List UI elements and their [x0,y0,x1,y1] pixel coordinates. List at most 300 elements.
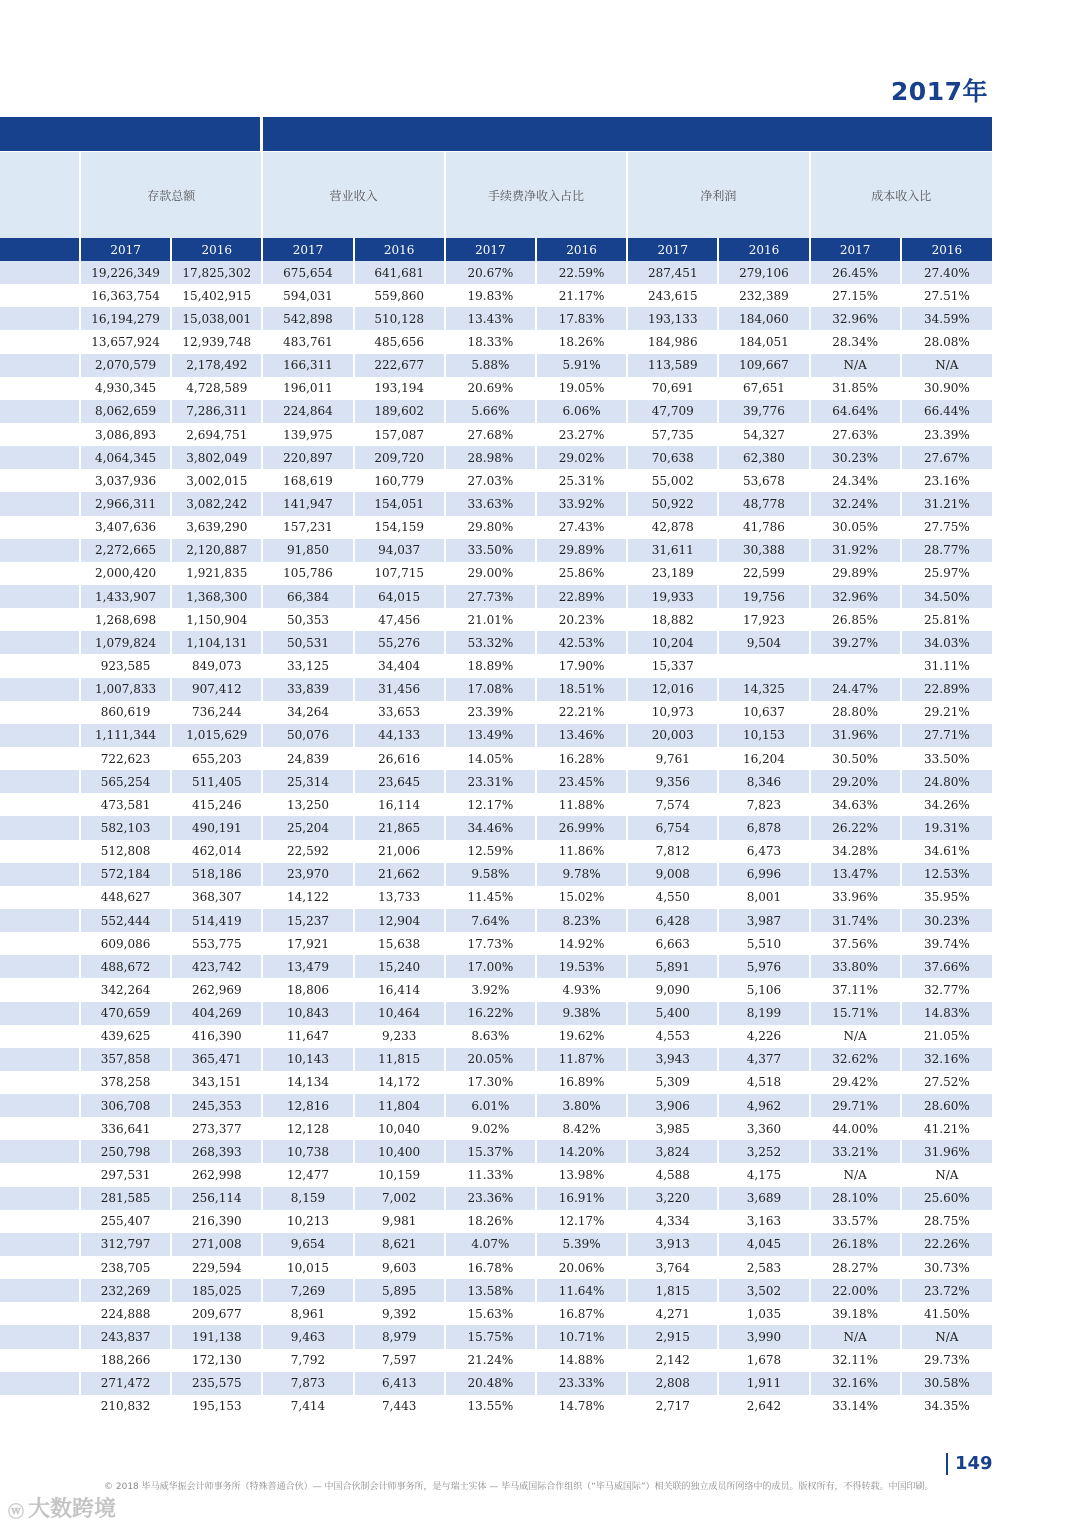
table-cell: 18,806 [262,978,353,1001]
metric-header-cost-income-ratio: 成本收入比 [810,152,992,238]
table-cell: 8,979 [354,1325,445,1348]
row-label-cell [0,724,80,747]
table-cell: 7,792 [262,1349,353,1372]
table-cell: 1,678 [718,1349,809,1372]
table-cell: 19,226,349 [80,261,171,284]
table-cell: 66,384 [262,585,353,608]
table-cell: 19.62% [536,1025,627,1048]
table-cell: 5.66% [445,400,536,423]
table-cell: 34.63% [810,793,901,816]
table-cell: 23,970 [262,863,353,886]
table-cell: 25,314 [262,770,353,793]
table-cell: 5,891 [627,955,718,978]
table-cell: 243,837 [80,1325,171,1348]
table-cell: 31.11% [901,654,992,677]
row-label-cell [0,678,80,701]
table-cell: 16,114 [354,793,445,816]
table-cell: 5,976 [718,955,809,978]
table-cell: 15,402,915 [171,284,262,307]
table-cell: 19.05% [536,377,627,400]
table-row [0,469,992,492]
table-cell: 27.67% [901,446,992,469]
table-cell: 7,443 [354,1395,445,1418]
table-cell: 224,864 [262,400,353,423]
table-cell: 1,268,698 [80,608,171,631]
watermark-logo-icon: ⓦ [8,1501,25,1521]
row-label-cell [0,1163,80,1186]
table-cell: 37.11% [810,978,901,1001]
row-label-cell [0,1140,80,1163]
table-cell: 21,865 [354,816,445,839]
table-cell: 518,186 [171,863,262,886]
table-cell: 29.00% [445,562,536,585]
table-cell: 12.53% [901,863,992,886]
table-cell: 8,159 [262,1187,353,1210]
table-cell: 23.36% [445,1187,536,1210]
table-cell: 94,037 [354,539,445,562]
table-cell: 17.83% [536,307,627,330]
table-cell: 32.96% [810,307,901,330]
table-cell: 17,923 [718,608,809,631]
table-cell: 42.53% [536,631,627,654]
row-label-cell [0,631,80,654]
row-label-cell [0,1117,80,1140]
table-cell: 512,808 [80,840,171,863]
table-cell: 14.88% [536,1349,627,1372]
table-cell: 28.80% [810,701,901,724]
table-row [0,1094,992,1117]
table-cell: 510,128 [354,307,445,330]
table-cell: 14.83% [901,1002,992,1025]
table-cell: 9,603 [354,1256,445,1279]
table-cell: 3,802,049 [171,446,262,469]
row-label-cell [0,1210,80,1233]
table-cell: 3,252 [718,1140,809,1163]
table-cell: 14.20% [536,1140,627,1163]
table-cell: 1,911 [718,1372,809,1395]
table-cell: 9,761 [627,747,718,770]
metric-header-row [0,152,992,238]
table-row [0,747,992,770]
table-cell: 189,602 [354,400,445,423]
table-cell: 33.21% [810,1140,901,1163]
table-cell: 25,204 [262,816,353,839]
table-cell: 12.17% [536,1210,627,1233]
table-cell: 27.03% [445,469,536,492]
table-cell: 8,062,659 [80,400,171,423]
table-cell: 21.24% [445,1349,536,1372]
table-row [0,1048,992,1071]
header-band-right [263,117,992,151]
table-cell: 7,414 [262,1395,353,1418]
table-row [0,1210,992,1233]
table-cell: 4,226 [718,1025,809,1048]
year-header: 2016 [536,238,627,261]
table-cell: 16.78% [445,1256,536,1279]
row-label-cell [0,1048,80,1071]
table-cell: 675,654 [262,261,353,284]
table-cell: 20.05% [445,1048,536,1071]
row-label-cell [0,1094,80,1117]
row-label-cell [0,261,80,284]
row-label-cell [0,654,80,677]
table-cell: 28.27% [810,1256,901,1279]
table-cell: 39,776 [718,400,809,423]
table-cell: 15.02% [536,886,627,909]
table-row [0,932,992,955]
table-cell: 342,264 [80,978,171,1001]
table-row [0,886,992,909]
table-cell: 279,106 [718,261,809,284]
table-cell: 34.59% [901,307,992,330]
table-cell: 29.73% [901,1349,992,1372]
table-cell: 35.95% [901,886,992,909]
table-cell: 2,642 [718,1395,809,1418]
table-cell: N/A [810,1325,901,1348]
row-label-cell [0,1187,80,1210]
table-cell: 9,981 [354,1210,445,1233]
table-cell: 30.50% [810,747,901,770]
table-cell: 10,040 [354,1117,445,1140]
table-cell: 17.90% [536,654,627,677]
table-cell: 193,133 [627,307,718,330]
table-cell: 9,463 [262,1325,353,1348]
table-cell: 2,915 [627,1325,718,1348]
table-cell: 582,103 [80,816,171,839]
table-row [0,354,992,377]
table-cell: 10,464 [354,1002,445,1025]
row-label-cell [0,1025,80,1048]
table-cell: 12.17% [445,793,536,816]
table-cell: 107,715 [354,562,445,585]
table-cell: 21.17% [536,284,627,307]
table-cell: 62,380 [718,446,809,469]
table-cell: 15.75% [445,1325,536,1348]
table-row [0,608,992,631]
table-cell: 28.98% [445,446,536,469]
row-label-cell [0,909,80,932]
table-cell: 18.89% [445,654,536,677]
table-cell: 29.89% [536,539,627,562]
table-cell: 19,756 [718,585,809,608]
table-cell: 4,175 [718,1163,809,1186]
table-cell: 32.24% [810,492,901,515]
table-cell: 14,325 [718,678,809,701]
table-cell: 28.34% [810,330,901,353]
table-row [0,654,992,677]
row-label-cell [0,816,80,839]
table-cell: 8,621 [354,1233,445,1256]
table-cell: 34.03% [901,631,992,654]
table-cell: 224,888 [80,1302,171,1325]
table-cell: 27.15% [810,284,901,307]
table-cell: 245,353 [171,1094,262,1117]
table-row [0,1117,992,1140]
table-cell: 470,659 [80,1002,171,1025]
table-cell: 34.35% [901,1395,992,1418]
table-row [0,1256,992,1279]
table-cell: 4,045 [718,1233,809,1256]
table-cell: 37.66% [901,955,992,978]
table-row [0,1395,992,1418]
table-cell: 22.89% [536,585,627,608]
table-cell: 13.47% [810,863,901,886]
table-cell [810,654,901,677]
table-cell: 184,051 [718,330,809,353]
table-cell: 113,589 [627,354,718,377]
table-cell: 488,672 [80,955,171,978]
table-cell: 50,531 [262,631,353,654]
row-label-cell [0,1395,80,1418]
table-cell: 41.21% [901,1117,992,1140]
table-cell: 907,412 [171,678,262,701]
table-cell: 271,472 [80,1372,171,1395]
row-label-cell [0,886,80,909]
table-row [0,1233,992,1256]
table-cell: 9,392 [354,1302,445,1325]
table-cell: 27.73% [445,585,536,608]
row-label-cell [0,1256,80,1279]
table-cell: N/A [810,354,901,377]
table-cell: 13.46% [536,724,627,747]
table-cell: 13,733 [354,886,445,909]
table-cell: 553,775 [171,932,262,955]
table-cell: 3,987 [718,909,809,932]
table-cell: 33.92% [536,492,627,515]
table-cell: 23,189 [627,562,718,585]
table-cell: 14,172 [354,1071,445,1094]
table-cell: 2,000,420 [80,562,171,585]
table-cell: 448,627 [80,886,171,909]
table-cell: 28.77% [901,539,992,562]
table-cell: 6,413 [354,1372,445,1395]
row-label-cell [0,492,80,515]
table-cell: 473,581 [80,793,171,816]
table-cell: 415,246 [171,793,262,816]
table-cell: 22,599 [718,562,809,585]
table-cell: 21.01% [445,608,536,631]
table-cell: 849,073 [171,654,262,677]
year-header: 2017 [80,238,171,261]
table-cell: 3,990 [718,1325,809,1348]
table-cell: 12,939,748 [171,330,262,353]
table-cell: 9.02% [445,1117,536,1140]
table-cell: 404,269 [171,1002,262,1025]
table-cell: 31.85% [810,377,901,400]
table-row [0,863,992,886]
table-cell: 6,428 [627,909,718,932]
table-row [0,1163,992,1186]
table-cell: 91,850 [262,539,353,562]
table-cell: 10,213 [262,1210,353,1233]
row-label-cell [0,978,80,1001]
table-row [0,539,992,562]
table-cell: 17.08% [445,678,536,701]
table-cell: 41.50% [901,1302,992,1325]
table-cell: 18.51% [536,678,627,701]
table-row [0,793,992,816]
table-cell: 3,163 [718,1210,809,1233]
table-cell: 24.80% [901,770,992,793]
table-cell: 22.21% [536,701,627,724]
year-header: 2017 [262,238,353,261]
table-cell: 23.16% [901,469,992,492]
table-cell: 16,194,279 [80,307,171,330]
page-year-title: 2017年 [890,77,988,106]
table-cell: 262,969 [171,978,262,1001]
table-cell: 50,353 [262,608,353,631]
table-cell: 33,839 [262,678,353,701]
table-cell: 6,473 [718,840,809,863]
table-cell: 53,678 [718,469,809,492]
table-cell: 9,504 [718,631,809,654]
table-cell: 67,651 [718,377,809,400]
table-cell: 27.52% [901,1071,992,1094]
table-body [0,261,992,1418]
year-header-row [0,238,992,261]
table-row [0,562,992,585]
table-cell: 14.05% [445,747,536,770]
table-cell: 188,266 [80,1349,171,1372]
table-cell: 16.89% [536,1071,627,1094]
table-cell: 4,728,589 [171,377,262,400]
table-cell: 655,203 [171,747,262,770]
table-cell: 53.32% [445,631,536,654]
table-cell: 16.87% [536,1302,627,1325]
year-header: 2016 [901,238,992,261]
table-cell: 256,114 [171,1187,262,1210]
table-cell: 1,921,835 [171,562,262,585]
table-cell: 3.92% [445,978,536,1001]
table-cell: 6.06% [536,400,627,423]
table-cell: 184,060 [718,307,809,330]
table-cell: 12,128 [262,1117,353,1140]
table-cell: 10,738 [262,1140,353,1163]
row-label-cell [0,400,80,423]
table-cell: 8.42% [536,1117,627,1140]
table-cell: 16,363,754 [80,284,171,307]
row-label-cell [0,423,80,446]
row-label-cell [0,562,80,585]
year-header: 2017 [445,238,536,261]
table-cell: 30.23% [810,446,901,469]
table-cell: 109,667 [718,354,809,377]
table-cell: 220,897 [262,446,353,469]
table-cell: 9,654 [262,1233,353,1256]
metric-header-revenue: 营业收入 [262,152,444,238]
table-cell: N/A [901,1325,992,1348]
table-cell: 7,873 [262,1372,353,1395]
row-label-cell [0,330,80,353]
table-row [0,955,992,978]
table-cell: 1,368,300 [171,585,262,608]
table-cell: 12.59% [445,840,536,863]
table-row [0,284,992,307]
table-cell: N/A [810,1163,901,1186]
table-cell: 9.58% [445,863,536,886]
table-cell: 21.05% [901,1025,992,1048]
table-cell: 12,816 [262,1094,353,1117]
table-cell: 55,276 [354,631,445,654]
table-cell: 287,451 [627,261,718,284]
table-cell: 4,962 [718,1094,809,1117]
table-cell: 17.73% [445,932,536,955]
table-cell: 2,142 [627,1349,718,1372]
table-cell: 229,594 [171,1256,262,1279]
table-cell: 29.89% [810,562,901,585]
table-cell: 368,307 [171,886,262,909]
table-cell: 18.26% [445,1210,536,1233]
table-cell: 20,003 [627,724,718,747]
table-cell: 483,761 [262,330,353,353]
table-cell: 30.58% [901,1372,992,1395]
table-cell: 39.27% [810,631,901,654]
table-cell: 15,237 [262,909,353,932]
table-cell: 514,419 [171,909,262,932]
table-cell: 6,754 [627,816,718,839]
year-header: 2016 [171,238,262,261]
table-cell: 33.50% [901,747,992,770]
table-cell: 15,038,001 [171,307,262,330]
table-row [0,330,992,353]
table-cell: 28.60% [901,1094,992,1117]
table-cell: 28.75% [901,1210,992,1233]
table-cell: 32.77% [901,978,992,1001]
table-cell: 29.71% [810,1094,901,1117]
table-row [0,585,992,608]
table-cell: 23.39% [901,423,992,446]
table-cell: 23.27% [536,423,627,446]
row-label-cell [0,932,80,955]
table-cell: 10,204 [627,631,718,654]
table-cell: 160,779 [354,469,445,492]
table-cell: N/A [901,1163,992,1186]
table-cell: 511,405 [171,770,262,793]
table-cell: 55,002 [627,469,718,492]
header-blank-cell [0,152,80,238]
table-cell: 5,400 [627,1002,718,1025]
table-cell: 2,694,751 [171,423,262,446]
table-cell: 30.23% [901,909,992,932]
table-cell: 25.31% [536,469,627,492]
table-cell: 336,641 [80,1117,171,1140]
table-cell: 462,014 [171,840,262,863]
table-cell: 32.16% [901,1048,992,1071]
table-cell: 16.28% [536,747,627,770]
table-cell: 20.48% [445,1372,536,1395]
row-label-cell [0,1349,80,1372]
table-cell: 10,637 [718,701,809,724]
row-label-cell [0,354,80,377]
table-row [0,1372,992,1395]
table-cell: 542,898 [262,307,353,330]
table-cell: 3,764 [627,1256,718,1279]
table-cell: 2,272,665 [80,539,171,562]
table-cell: 30.90% [901,377,992,400]
table-row [0,1279,992,1302]
table-cell: 47,709 [627,400,718,423]
table-cell: 66.44% [901,400,992,423]
table-row [0,516,992,539]
table-cell: 572,184 [80,863,171,886]
table-cell: 3.80% [536,1094,627,1117]
row-label-cell [0,1002,80,1025]
table-cell: 54,327 [718,423,809,446]
table-cell: 1,150,904 [171,608,262,631]
table-cell: 3,037,936 [80,469,171,492]
table-cell: 157,231 [262,516,353,539]
row-label-cell [0,1302,80,1325]
